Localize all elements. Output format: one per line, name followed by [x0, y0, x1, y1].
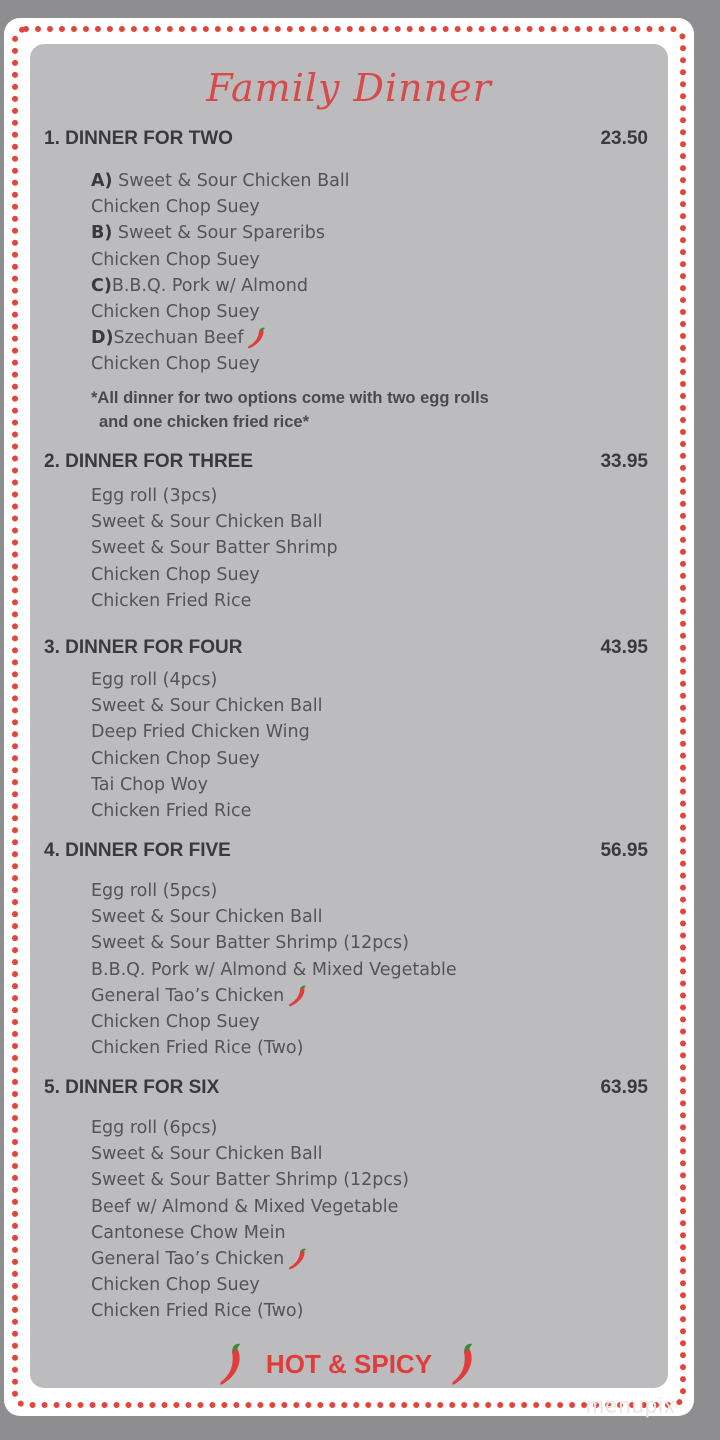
menu-section — [44, 128, 648, 434]
menu-item — [91, 1246, 648, 1272]
item-text: Sweet & Sour Chicken Ball — [112, 171, 350, 191]
chili-pepper-icon — [449, 1340, 481, 1388]
item-text: Sweet & Sour Spareribs — [112, 223, 325, 244]
item-text: Szechuan Beef — [113, 328, 244, 349]
menu-item: Sweet & Sour Chicken Ball — [91, 696, 323, 717]
menu-item — [91, 220, 648, 246]
menu-item — [91, 168, 648, 194]
chili-pepper-icon — [245, 325, 269, 351]
note-line: and one chicken fried rice* — [99, 412, 309, 431]
menu-item: Tai Chop Woy — [91, 774, 208, 795]
section-items — [91, 667, 648, 824]
item-text: Chicken Chop Suey — [91, 249, 260, 270]
hot-spicy-legend — [30, 1340, 668, 1388]
section-name: 2. DINNER FOR THREE — [44, 451, 254, 472]
menu-item: Sweet & Sour Chicken Ball — [91, 512, 323, 533]
section-items — [91, 168, 648, 434]
menu-panel — [30, 44, 668, 1388]
section-items — [91, 1115, 648, 1325]
menu-item: Sweet & Sour Chicken Ball — [91, 1144, 323, 1165]
menu-item: Egg roll (3pcs) — [91, 486, 218, 506]
section-name: 4. DINNER FOR FIVE — [44, 840, 231, 861]
menu-item: Chicken Chop Suey — [91, 1275, 260, 1296]
section-name: 3. DINNER FOR FOUR — [44, 637, 243, 658]
menu-card — [4, 18, 694, 1416]
legend-label: HOT & SPICY — [265, 1348, 433, 1379]
menu-item: Cantonese Chow Mein — [91, 1222, 286, 1243]
section-note — [91, 386, 648, 434]
menu-item: Egg roll (4pcs) — [91, 670, 218, 690]
section-price: 33.95 — [600, 451, 648, 472]
menu-item — [91, 983, 648, 1009]
menu-item — [91, 194, 648, 220]
section-header — [44, 637, 648, 665]
menu-item — [91, 299, 648, 325]
menu-item: Chicken Fried Rice (Two) — [91, 1038, 304, 1059]
option-label: D) — [91, 328, 114, 349]
chili-pepper-icon — [286, 1246, 310, 1272]
item-text: General Tao’s Chicken — [91, 985, 285, 1006]
chili-pepper-icon — [286, 983, 310, 1009]
menu-item: Chicken Chop Suey — [91, 1011, 260, 1032]
menu-item: Deep Fried Chicken Wing — [91, 722, 310, 743]
menu-section — [44, 451, 648, 614]
menu-item: Chicken Fried Rice — [91, 590, 252, 611]
menu-title: Family Dinner — [206, 66, 492, 110]
option-label: A) — [91, 171, 113, 191]
menu-section — [44, 1077, 648, 1325]
section-price: 23.50 — [600, 128, 648, 149]
item-text: General Tao’s Chicken — [91, 1248, 285, 1269]
menu-item: Chicken Chop Suey — [91, 748, 260, 769]
option-label: B) — [91, 223, 113, 244]
menu-item — [91, 247, 648, 273]
section-name: 1. DINNER FOR TWO — [44, 128, 233, 149]
section-header — [44, 1077, 648, 1105]
chili-pepper-icon — [217, 1340, 249, 1388]
note-line: *All dinner for two options come with two egg rolls — [91, 388, 489, 407]
item-text: Chicken Chop Suey — [91, 301, 260, 322]
section-items — [91, 483, 648, 614]
menu-item: Sweet & Sour Batter Shrimp (12pcs) — [91, 933, 409, 954]
section-name: 5. DINNER FOR SIX — [44, 1077, 220, 1098]
menu-item — [91, 351, 648, 377]
option-label: C) — [91, 275, 112, 296]
menu-item: Chicken Fried Rice (Two) — [91, 1301, 304, 1322]
menu-item: Chicken Fried Rice — [91, 800, 252, 821]
menu-item: Sweet & Sour Chicken Ball — [91, 907, 323, 928]
menu-item: Sweet & Sour Batter Shrimp — [91, 538, 338, 559]
item-text: Chicken Chop Suey — [91, 197, 260, 218]
section-price: 43.95 — [600, 637, 648, 658]
item-text: Chicken Chop Suey — [91, 354, 260, 375]
menu-item: B.B.Q. Pork w/ Almond & Mixed Vegetable — [91, 959, 457, 980]
menu-item — [91, 325, 648, 351]
section-header — [44, 840, 648, 868]
menu-item: Sweet & Sour Batter Shrimp (12pcs) — [91, 1170, 409, 1191]
section-items — [91, 878, 648, 1061]
menu-item: Beef w/ Almond & Mixed Vegetable — [91, 1196, 399, 1217]
section-header — [44, 128, 648, 156]
section-price: 56.95 — [600, 840, 648, 861]
menu-item: Egg roll (5pcs) — [91, 881, 218, 901]
section-header — [44, 451, 648, 479]
menu-section — [44, 840, 648, 1061]
menu-item: Chicken Chop Suey — [91, 564, 260, 585]
menu-item: Egg roll (6pcs) — [91, 1118, 218, 1138]
item-text: B.B.Q. Pork w/ Almond — [111, 275, 308, 296]
menu-section — [44, 637, 648, 824]
watermark: menupix — [585, 1393, 676, 1418]
section-price: 63.95 — [600, 1077, 648, 1098]
menu-item — [91, 273, 648, 299]
